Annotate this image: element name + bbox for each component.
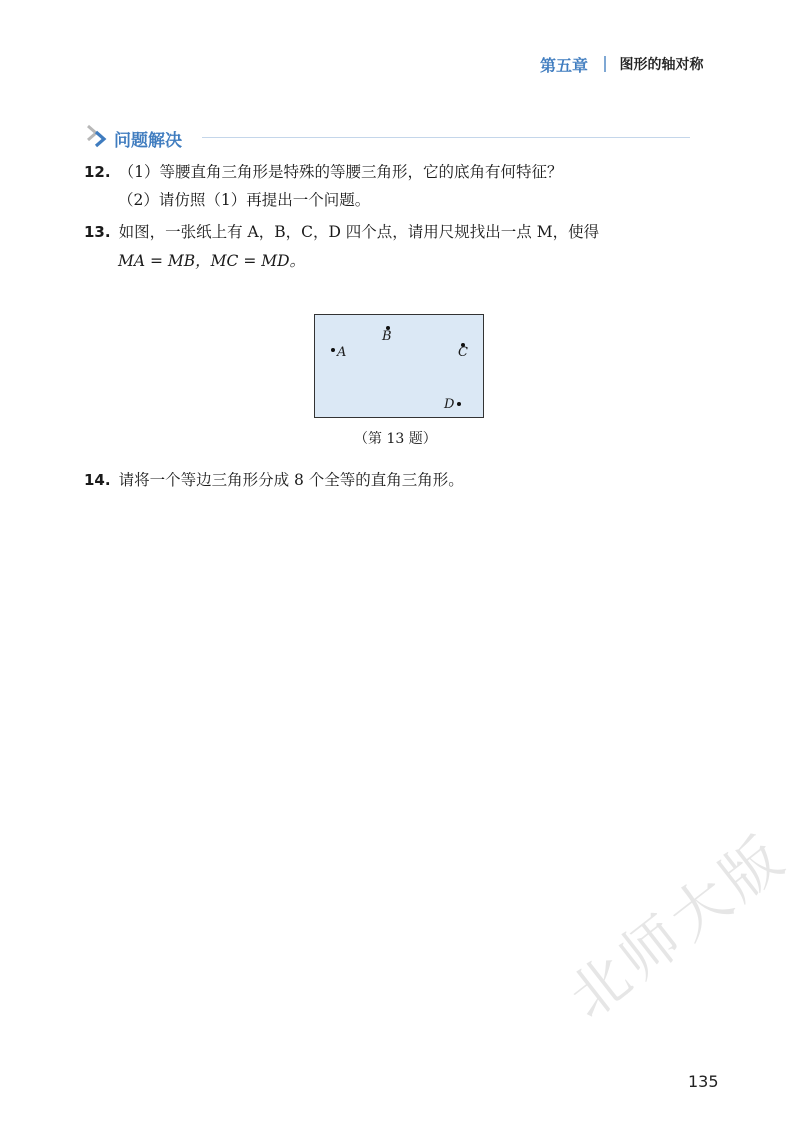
- problem-13: [84, 222, 599, 242]
- label-c: C: [458, 345, 468, 360]
- chapter-label: 第五章: [540, 55, 589, 75]
- section-rule: [202, 137, 690, 138]
- header-divider: [604, 56, 606, 72]
- label-a: A: [337, 345, 347, 360]
- section-heading: [84, 122, 690, 152]
- problem-14: [84, 470, 464, 490]
- figure-caption: （第 13 题）: [354, 431, 437, 447]
- chapter-title: 图形的轴对称: [619, 57, 704, 73]
- problem-number: 13.: [84, 223, 111, 241]
- problem-text: 如图，一张纸上有 A，B，C，D 四个点，请用尺规找出一点 M，使得: [118, 223, 600, 241]
- problem-13-condition: MA = MB，MC = MD。: [118, 252, 306, 270]
- point-d: [457, 402, 461, 406]
- publisher-watermark: 北师大版: [556, 820, 800, 1032]
- chevron-right-icon: [84, 122, 112, 152]
- problem-12: [84, 162, 562, 182]
- problem-number: 12.: [84, 163, 111, 181]
- problem-text: 请将一个等边三角形分成 8 个全等的直角三角形。: [118, 471, 464, 489]
- running-header: [540, 52, 704, 76]
- problem-number: 14.: [84, 471, 111, 489]
- section-title: 问题解决: [114, 131, 182, 151]
- label-d: D: [444, 397, 455, 412]
- label-b: B: [382, 329, 392, 344]
- point-a: [331, 348, 335, 352]
- page-number: 135: [688, 1072, 719, 1091]
- problem-text: （1）等腰直角三角形是特殊的等腰三角形，它的底角有何特征？: [118, 163, 563, 181]
- figure-13: [314, 314, 484, 418]
- problem-12-part-2: （2）请仿照（1）再提出一个问题。: [118, 191, 371, 209]
